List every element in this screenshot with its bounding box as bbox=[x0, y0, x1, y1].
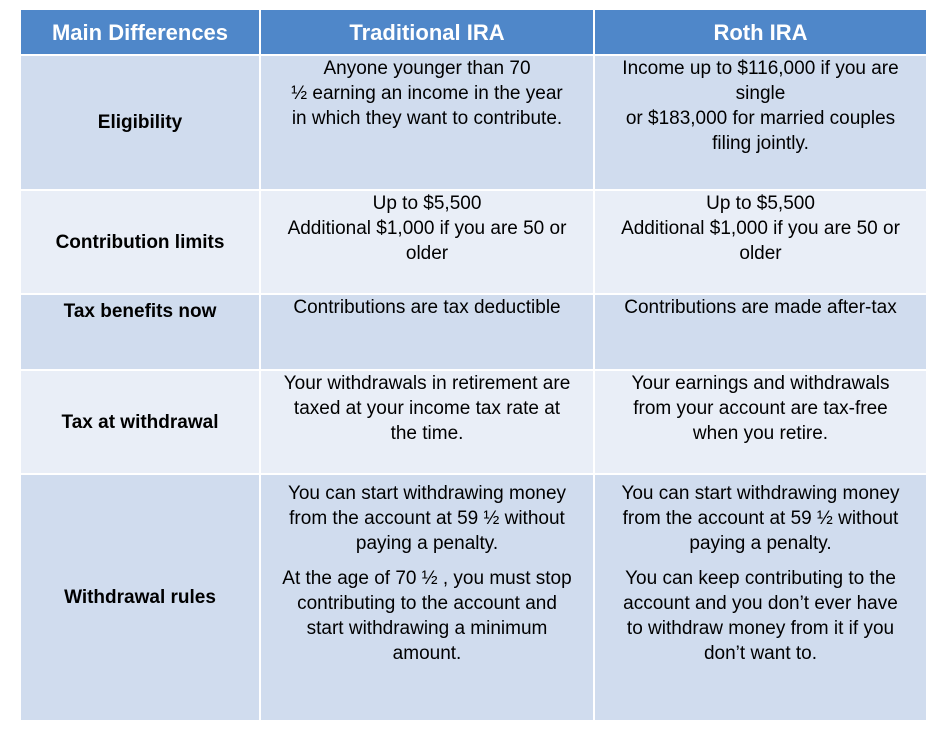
roth-tax-withdrawal-cell bbox=[594, 370, 927, 474]
header-traditional-ira: Traditional IRA bbox=[260, 9, 594, 55]
text-line: older bbox=[739, 243, 782, 264]
header-roth-ira: Roth IRA bbox=[594, 9, 927, 55]
ira-comparison-table bbox=[19, 8, 928, 722]
row-label-tax-at-withdrawal: Tax at withdrawal bbox=[20, 370, 260, 474]
text-line: the time. bbox=[390, 423, 464, 444]
traditional-contribution-cell bbox=[260, 190, 594, 294]
text-line: account and you don’t ever have bbox=[623, 593, 898, 614]
roth-tax-benefits-cell bbox=[594, 294, 927, 370]
text-line: Up to $5,500 bbox=[372, 193, 482, 214]
row-label-contribution-limits: Contribution limits bbox=[20, 190, 260, 294]
table-row bbox=[20, 294, 927, 370]
text-line: don’t want to. bbox=[703, 643, 818, 664]
roth-contribution-cell bbox=[594, 190, 927, 294]
traditional-tax-withdrawal-cell bbox=[260, 370, 594, 474]
text-line: filing jointly. bbox=[712, 133, 809, 154]
traditional-tax-benefits-cell bbox=[260, 294, 594, 370]
text-line: Anyone younger than 70 bbox=[323, 58, 531, 79]
text-line: paying a penalty. bbox=[355, 533, 499, 554]
text-line: Contributions are made after-tax bbox=[624, 297, 897, 318]
roth-withdrawal-rules-cell bbox=[594, 474, 927, 721]
text-line: paying a penalty. bbox=[689, 533, 832, 554]
text-line: Additional $1,000 if you are 50 or bbox=[287, 218, 567, 239]
text-line: when you retire. bbox=[692, 423, 829, 444]
text-line: Your withdrawals in retirement are bbox=[283, 373, 571, 394]
text-line: You can start withdrawing money bbox=[287, 483, 567, 504]
text-line: You can start withdrawing money bbox=[621, 483, 900, 504]
text-line: contributing to the account and bbox=[297, 593, 557, 614]
text-line: in which they want to contribute. bbox=[291, 108, 563, 129]
text-line: Contributions are tax deductible bbox=[293, 297, 561, 318]
text-line: older bbox=[405, 243, 449, 264]
text-line: from the account at 59 ½ without bbox=[622, 508, 899, 529]
text-line: You can keep contributing to the bbox=[625, 568, 896, 589]
traditional-withdrawal-rules-cell bbox=[260, 474, 594, 721]
text-line: amount. bbox=[392, 643, 462, 664]
text-line: Additional $1,000 if you are 50 or bbox=[621, 218, 900, 239]
row-label-eligibility: Eligibility bbox=[20, 55, 260, 190]
row-label-withdrawal-rules: Withdrawal rules bbox=[20, 474, 260, 721]
text-line: Up to $5,500 bbox=[706, 193, 815, 214]
header-main-differences: Main Differences bbox=[20, 9, 260, 55]
text-line: to withdraw money from it if you bbox=[626, 618, 895, 639]
text-line: from your account are tax-free bbox=[633, 398, 888, 419]
text-line: ½ earning an income in the year bbox=[291, 83, 563, 104]
text-line: Income up to $116,000 if you are bbox=[622, 58, 899, 79]
text-line: taxed at your income tax rate at bbox=[293, 398, 561, 419]
text-line: from the account at 59 ½ without bbox=[289, 508, 565, 529]
text-line: single bbox=[735, 83, 786, 104]
header-row bbox=[20, 9, 927, 55]
text-line: At the age of 70 ½ , you must stop bbox=[282, 568, 572, 589]
text-line: Your earnings and withdrawals bbox=[631, 373, 890, 394]
table-row bbox=[20, 190, 927, 294]
text-line: or $183,000 for married couples bbox=[625, 108, 896, 129]
row-label-tax-benefits-now: Tax benefits now bbox=[20, 294, 260, 370]
paragraph bbox=[603, 481, 918, 556]
table-row bbox=[20, 474, 927, 721]
traditional-eligibility-cell bbox=[260, 55, 594, 190]
table-row bbox=[20, 55, 927, 190]
paragraph bbox=[269, 481, 585, 556]
text-line: start withdrawing a minimum bbox=[306, 618, 548, 639]
table-row bbox=[20, 370, 927, 474]
paragraph bbox=[603, 566, 918, 666]
roth-eligibility-cell bbox=[594, 55, 927, 190]
paragraph bbox=[269, 566, 585, 666]
